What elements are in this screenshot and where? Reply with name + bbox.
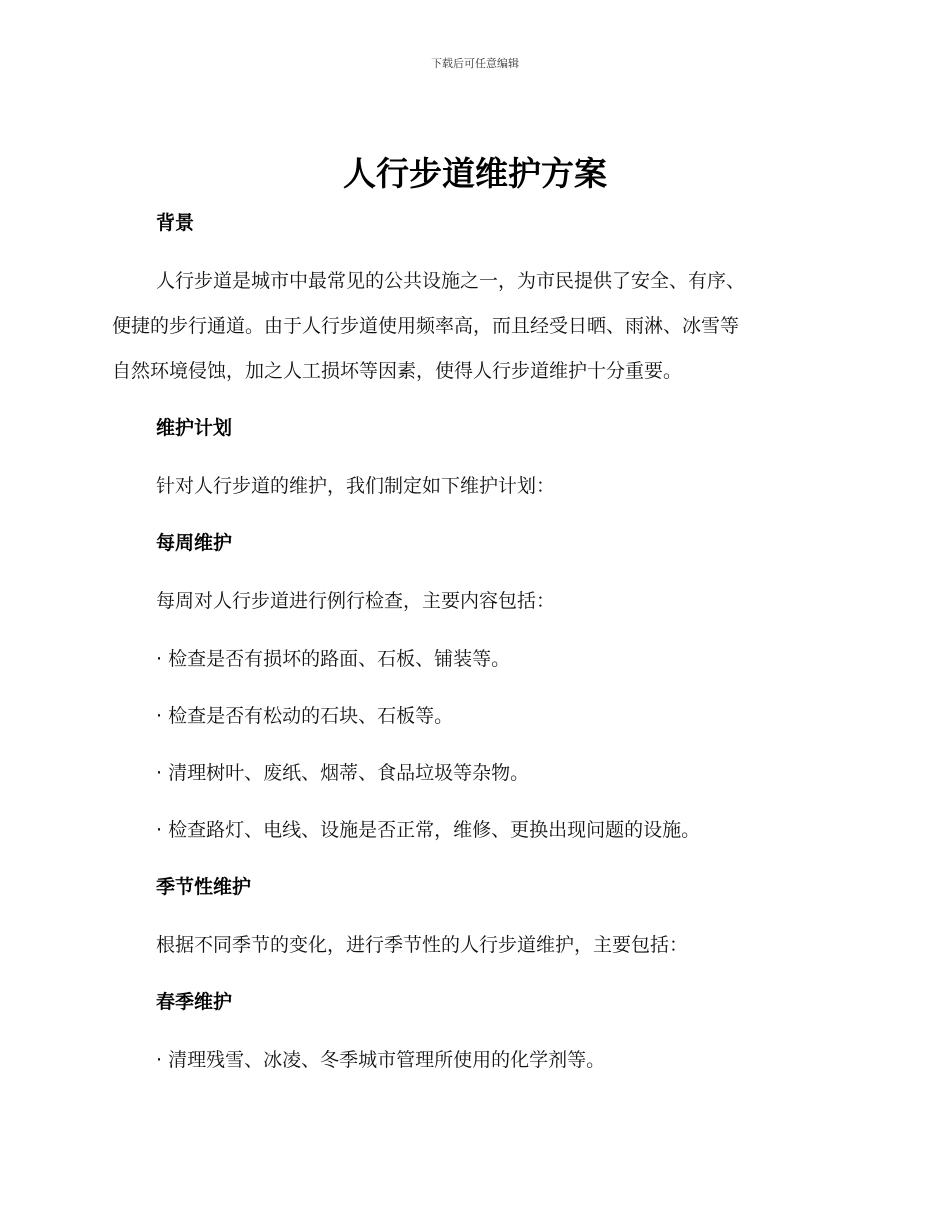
paragraph-line: 针对人行步道的维护，我们制定如下维护计划： xyxy=(156,475,556,497)
paragraph-line: 根据不同季节的变化，进行季节性的人行步道维护，主要包括： xyxy=(156,934,689,956)
bullet-item: · 检查是否有松动的石块、石板等。 xyxy=(156,705,454,727)
bullet-item: · 清理树叶、废纸、烟蒂、食品垃圾等杂物。 xyxy=(156,762,530,784)
heading-weekly-maintenance: 每周维护 xyxy=(156,532,233,554)
bullet-item: · 检查是否有损坏的路面、石板、铺装等。 xyxy=(156,648,511,670)
paragraph-line: 自然环境侵蚀，加之人工损坏等因素，使得人行步道维护十分重要。 xyxy=(112,360,683,382)
header-note: 下载后可任意编辑 xyxy=(431,57,519,70)
paragraph-line: 人行步道是城市中最常见的公共设施之一，为市民提供了安全、有序、 xyxy=(156,270,746,292)
heading-seasonal-maintenance: 季节性维护 xyxy=(156,876,252,898)
bullet-item: · 检查路灯、电线、设施是否正常，维修、更换出现问题的设施。 xyxy=(156,819,701,841)
paragraph-line: 便捷的步行通道。由于人行步道使用频率高，而且经受日晒、雨淋、冰雪等 xyxy=(112,315,740,337)
document-title: 人行步道维护方案 xyxy=(343,154,607,193)
paragraph-line: 每周对人行步道进行例行检查，主要内容包括： xyxy=(156,590,556,612)
heading-background: 背景 xyxy=(156,212,195,234)
heading-spring-maintenance: 春季维护 xyxy=(156,991,233,1013)
bullet-item: · 清理残雪、冰凌、冬季城市管理所使用的化学剂等。 xyxy=(156,1049,606,1071)
heading-maintenance-plan: 维护计划 xyxy=(156,417,233,439)
